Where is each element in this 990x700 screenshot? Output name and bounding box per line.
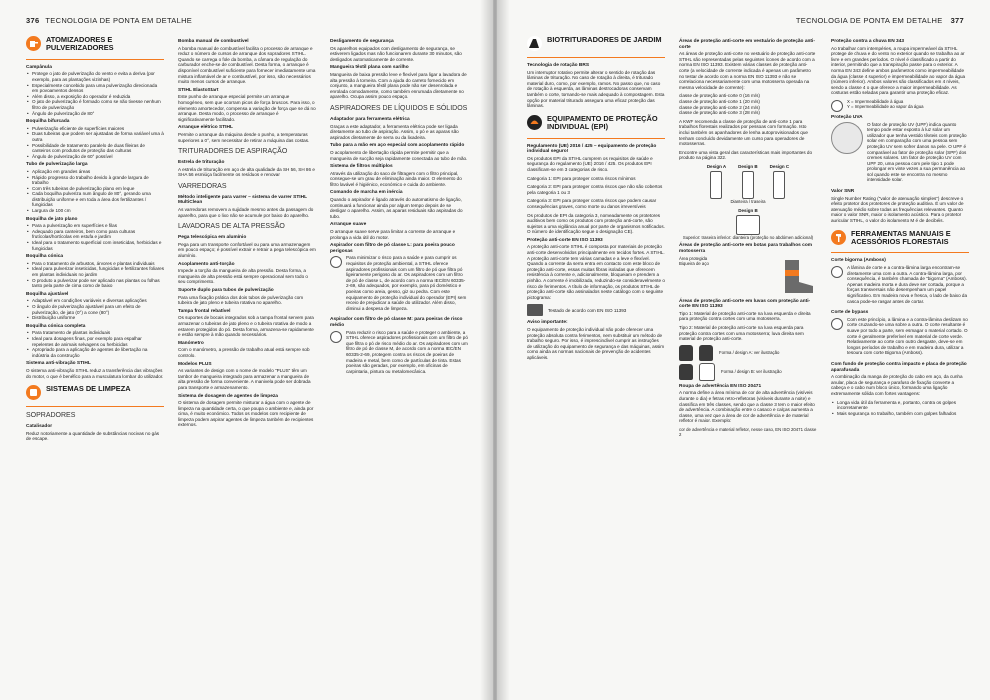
class-item: classe de proteção anti-corte 0 (16 m/s) [679,93,760,99]
list-item: • Cada boquilha pulveriza num ângulo de 80°, gerando uma distribuição uniforme e em toda a área dos fertilizantes / fungicidas [26,191,164,208]
trouser-icon [742,171,754,199]
caption: cor de advertência e material refletor, nesse caso, EN ISO 20471 classe 2 [679,426,817,438]
list-item: • Aplicação em grandes áreas [26,169,164,175]
protection-classes [679,93,817,115]
subheading: Mangueira têxtil plana com sarilho [330,65,409,71]
caption: Superior: traseira inferior: dianteira (proteção no abdómen adicional) [682,235,814,241]
subheading-jato: Boquilha de jato plano [26,216,78,222]
list-item: • Além disso, a exposição do operador é reduzida [26,94,164,100]
subheading: Modelos PLUS [178,361,212,367]
design-label: Design C [769,163,790,169]
list-item: • Pulverização eficiente de superfícies maiores [26,126,164,132]
section-heading-ferramentas [831,230,969,247]
body-text: A lâmina de corte e a contra-lâmina larga encontram-se diretamente uma com a outra. A contra-lâmina larga, por consequência, é também chamada de "bigorna" (Amboss). Apenas madeira morta e dura deve ser cortada, porque a forças transversais não desempenham um papel significativo. Em madeira nova e fresca, o lado de baixo da casca pode-se rasgar antes de cortar. [847,265,968,304]
body-text: O fator de proteção UV (UPF) indica quanto tempo pode estar exposto à luz solar um utilizador que tenha vestido têxteis com proteção solar em comparação com uma pessoa sem proteção UV sem sofrer danos na pele. O UPF é comparável ao fator de proteção solar (SPF) dos cremes solares. Um fator de proteção UV com UPF 20, uma pessoa com pele tipo 1 pode prolongar em vinte vezes a sua permanência ao sol quando este se encontra no mesmo intensidade solar. [867,121,967,183]
washer-icon [26,385,41,400]
subheading: Aspirador com filtro de pó classe M: para poeiras de risco médio [330,317,463,328]
list-tubo [26,169,164,214]
body-text: As variantes de design com o nome de modelo "PLUS" têm um tambor de mangueira integrado para armazenar a mangueira de alta pressão de forma conveniente. A manivela pode ser dobrada para transporte e armazenamento. [178,368,311,390]
legend-y: Y = Impermeabilidade ao vapor da água [847,104,924,110]
body-text: As varredoras removem a sujidade mesmo antes da passagem do aparelho, para que o lixo não se acumule por baixo do aparelho. [178,207,314,218]
caption: Forma / design B: ver ilustração [721,369,782,375]
subheading: Com fundo de proteção contra impacto e placa de proteção aparafusada [831,361,967,373]
left-column-1 [26,36,164,445]
body-text: O sistema de dosagem permite misturar a água com o agente de limpeza na quantidade certa, o que poupa o ambiente e, ainda por cima, é muito económico. Todos os modelos com recipiente de limpeza podem aspirar agentes de limpeza também de recipientes externos. [178,400,314,428]
list-item: • Mais segurança no trabalho, também com golpes falhados [831,411,969,417]
list-item: • Distribuição uniforme [26,315,164,321]
category-2: Categoria 2: EPI para proteger contra riscos que não são cobertos pela categoria 1 ou 3 [527,184,663,195]
subheading: Manómetro [178,340,204,346]
subheading: Arranque elétrico STIHL [178,125,233,131]
right-running-head [796,16,964,25]
subheading: Corte de bypass [831,310,869,316]
body-text: A KWF recomenda a classe de proteção de anti-corte 1 para trabalhos florestais realizados por pessoas com formação. Isto inclui também os apanhadores de lenha autoprovisionados que tenham concluído devidamente um curso para operadores de motosserras. [679,118,808,147]
axe-icon [831,230,846,245]
list-item: • Ideal para dosagens finas, por exemplo para espalhar repelentes de animais selvagens ou herbicidas [26,336,164,347]
list-campanula [26,71,164,116]
design-a [707,164,726,200]
subsection-title: SOPRADORES [26,412,76,420]
list-item: • Para a pulverização em superfícies e filas [26,223,164,229]
class-item: classe de proteção anti-corte 3 (28 m/s) [679,110,760,116]
bypass-cut-icon [831,318,843,330]
category-3: Categoria 3: EPI para proteger contra riscos que podem causar consequências graves, como morte ou danos irreversíveis [527,198,657,209]
design-label: Design A [706,163,727,169]
body-text: Graças a este adaptador, a ferramenta elétrica pode ser ligada diretamente ao tubo de aspiração. Assim, o pó e as aparas são aspirados diretamente de serra ou da lixadeira. [330,123,459,140]
subsection-title: TRITURADORES DE ASPIRAÇÃO [178,148,288,156]
shredder-icon [527,36,542,51]
class-item: classe de proteção anti-corte 1 (20 m/s) [679,98,760,104]
list-item: • Ideal para o tratamento superficial com inseticidas, herbicidas e fungicidas [26,240,164,251]
boot-labels [679,256,771,266]
glove-icon [679,364,693,380]
list-item: • Rápido progresso do trabalho devido à grande largura de trabalho [26,175,164,186]
orange-divider [527,57,665,58]
filter-m-block [330,330,468,378]
subheading: Sistema de filtros múltiplos [330,164,393,170]
caption: Forma / design A: ver ilustração [719,350,780,356]
subsection-title: VARREDORAS [178,182,227,190]
list-item: • O jato de pulverização é formado como se não tivesse nenhum filtro de pulverização [26,99,164,110]
subheading-tubo: Tubo de pulverização larga [26,162,88,168]
design-b-jacket [736,208,760,236]
list-item: • Longa vida útil da ferramenta e, portanto, contra os golpes incorretamente [831,400,969,411]
subheading: Regulamento (UE) 2016 / 425 – equipamento de proteção individual seguro! [527,143,657,155]
right-page-number: 377 [950,16,964,25]
list-item: • Ideal para pulverizar inseticidas, fungicidas e fertilizantes foliares em plantas individuais no jardim [26,266,164,277]
list-item: • O produto a pulverizar pode ser aplicado nas plantas ou folhas tanto pela parte de cima como de baixo [26,278,164,289]
glove-row-b [679,363,817,381]
body-text: A combinação da manga de proteção do cabo em aço, da cunha anular, placa de segurança e parafuso de fixação converte a cabeça e o cabo num bloco único, formando uma ligação extremamente sólida com fortes vantagens: [831,374,963,396]
list-fundo [831,400,969,417]
body-text: Os aparelhos equipados com desligamento de segurança, se estiverem ligados mas não funcionarem durante 30 minutos, são desligados automaticamente de corrente. [330,45,462,62]
subheading: STIHL ElastoStart [178,87,219,93]
body-text: Tipo 1: Material de proteção anti-corte na luva esquerda e direita para proteção contra cortes com uma motosserra. [679,310,811,322]
body-text: Permite o arranque da máquina desde o punho, a temperaturas superiores a 0°, sem necessitar de retirar a máquina das costas. [178,131,310,143]
body-text: Os suportes de bocais integrados sob a tampa frontal servem para armazenar o tubeiras de jato pleno e o tubeira rotativa de modo a estarem protegidos do pó. Desta forma, armazena-se rapidamente e estão sempre à mão quando necessários. [178,315,314,338]
subsection-title: LAVADORAS DE ALTA PRESSÃO [178,223,285,231]
subsection-title: ASPIRADORES DE LÍQUIDOS E SÓLIDOS [330,104,468,112]
boot-figure [679,256,817,296]
left-column-2 [178,36,316,431]
body-text: Através da utilização do saco de filtragem com o filtro principal, consegue-se um grau de eliminação ainda maior. O elemento do filtro lavável é higiénico, económico e cuida do ambiente. [330,170,462,187]
subheading: Tubo para a mão em aço especial com acoplamento rápido [330,143,465,149]
list-item: • Ângulo de pulverização de 80° [26,111,164,117]
filter-l-block [330,255,468,314]
subheading: Aspirador com filtro de pó classe L: para poeira pouco perigosas [330,243,455,254]
design-b [738,164,758,200]
body-text: Um interruptor rotativo permite alterar o sentido de rotação das lâminas de trituração. No caso de rotação à direita, é triturado material duro, como, por exemplo, ramos. No passo que, no caso de rotação à esquerda, as lâminas destrocadoras conservam também o corte, tornando-se mais adequado à compostagem. Esta opção por material triturado assegura uma eficaz proteção das lâminas. [527,69,665,109]
anvil-cut-icon [831,266,843,278]
certification-label: Testado de acordo com EN ISO 11393 [548,307,627,313]
section-heading-epi [527,115,665,132]
body-text: Reduz notoriamente a quantidade de substâncias nocivas no gás de escape. [26,430,160,442]
subheading-ajustavel: Boquilha ajustável [26,291,69,297]
section-title: BIOTRITURADORES DE JARDIM [547,35,662,44]
legend-text [847,99,969,109]
body-text: Tipo 2: Material de proteção anti-corte na luva esquerda para proteção contra cortes com uma motosserra; luva direita sem material de proteção anti-corte. [679,325,804,342]
right-running-title: TECNOLOGIA DE PONTA EM DETALHE [795,16,943,25]
left-running-title: TECNOLOGIA DE PONTA EM DETALHE [45,16,193,25]
subheading: Áreas de proteção anti-corte em vestuário de proteção anti-corte [679,39,815,50]
body-text: O equipamento de proteção individual não pode oferecer uma proteção absoluta contra ferimentos, nem substituir um método de trabalho seguro. Por isso, é imprescindível cumprir as instruções de utilização do equipamento de segurança e das máquinas, assim como ainda as normas nacionais de prevenção de acidentes aplicáveis. [527,327,665,360]
body-text: Ao trabalhar com intempéries, a roupa impermeável da STIHL protege de chuva e do vento no exterior quando se trabalha ao ar livre e em grandes períodos. O nível é classificado a partir do interior, permitindo que a transpiração passe para o exterior. A norma EN 343 define ambos parâmetros como impermeabilidade da água (classe 4 superior) e impermeabilidade ao vapor da água (número inferior). Ambos valores são classificados em 4 níveis, sendo a classe 4 o que oferece a maior impermeabilidade. As costuras estão seladas para garantir uma proteção eficaz. [831,45,966,96]
subheading: Desligamento de segurança [330,39,394,44]
subheading-conica: Boquilha cónica [26,254,64,260]
glove-icon [679,345,693,361]
subheading: Proteção anti-corte EN ISO 11393 [527,237,603,243]
section-title: SISTEMAS DE LIMPEZA [46,384,131,394]
body-text: A proteção anti-corte STIHL é composta por materiais de proteção anti-corte desenvolvidos principalmente em tecidos fortes. A STIHL. A proteção anti-corte tem várias camadas e a leve e flexível. Quando a corrente da serra entra em contacto com este bloco de proteção anti-corte, essas muitas fibras isoladas que oferecem resistência à corrente e, adicionalmente, bloqueiam e prendem a pinhão. A corrente é imobilizada, reduzindo-se consideravelmente o risco de ferimentos. A título de informação, os produtos STIHL de proteção anti-corte são assinalados neste catálogo com o seguinte pictograma: [527,244,665,300]
orange-divider [831,252,969,253]
class-item: classe de proteção anti-corte 2 (24 m/s) [679,104,760,110]
list-item: • Adequado para canteiros, bem como para culturas frutícolas/hortícolas em estufa e jardim [26,229,164,240]
subheading: Suporte duplo para tubos de pulverização [178,288,274,293]
orange-divider [26,406,164,407]
section-heading-limpeza [26,385,164,400]
label: Área protegida [679,255,708,261]
subheading-bifurcada: Boquilha bifurcada [26,119,70,125]
list-item: • Adaptável em condições variáveis e diversas aplicações [26,298,164,304]
helmet-icon [527,115,542,130]
list-bifurcada [26,126,164,160]
body-text: Para reduzir o risco para a saúde e proteger o ambiente, a STIHL oferece aspiradores profissionais com um filtro de pó que filtra o pó de risco médio do ar. Os aspiradores com um filtro de pó de classe M, de acordo com a norma IEC/EN 60335-2-69, protegem contra os riscos de poeiras de madeira e metal, bem como de partículas de tinta. Estas poeiras são geradas, por exemplo, em oficinas de carpintaria, pintura ou metalomecânica. [346,329,468,374]
list-jato [26,223,164,251]
subheading: Tecnologia de rotação BRS [527,63,590,68]
subheading: Tampa frontal rebatível [178,308,231,314]
list-item: • Largura de 100 cm [26,208,164,214]
right-column-2 [679,36,817,440]
caption: Dianteira / traseira [730,199,766,205]
list-item: • Duas tubeiras que podem ser ajustadas de forma variável uma à outra [26,131,164,142]
body-text: Single Number Rating ("valor de atenuação simples") descreve o efeito protetor dos protetores de proteção auditiva. É um valor de atenuação médio sobre todas as frequências relevantes. Quanto maior o valor SNR, maior o isolamento acústico. Para o protetor auricular STIHL, o valor do isolamento M é de decibéis. [831,195,964,224]
subheading: Pega telescópica em alumínio [178,235,247,241]
list-item: • Para tratamento de plantas individuais [26,330,164,336]
dust-class-l-icon [330,256,342,268]
jacket-design [679,208,817,236]
sprayer-icon [26,36,41,51]
body-text: Pega para um transporte confortável ou para uma armazenagem em pouco espaço; é possível extrair e retrair a pega telescópica em alumínio. [178,241,316,259]
glove-icon [699,345,713,361]
body-text: O sistema anti-vibração STIHL reduz a transferência das vibrações do motor, o que é benéfico para a musculatura lombar do utilizador. [26,367,164,379]
list-item: • Para o tratamento de arbustos, árvores e plantas individuais [26,261,164,267]
subheading: Bomba manual de combustível [178,39,249,44]
section-title: ATOMIZADORES E PULVERIZADORES [46,35,114,53]
subheading: Arranque suave [330,222,367,228]
body-text: Com o manómetro, a pressão de trabalho atual está sempre sob controlo. [178,347,310,358]
left-page-number: 376 [26,16,40,25]
glove-row-a [679,345,817,361]
subheading: Roupa de advertência EN ISO 20471 [679,383,762,389]
list-item: • O ângulo de pulverização ajustável para um efeito de pulverização, de jato (0°) a cone (80°) [26,304,164,315]
label: Biqueira de aço [679,260,709,266]
subheading: Áreas de proteção anti-corte em botas para trabalhos com motosserra [679,243,813,255]
trouser-icon [773,171,785,199]
body-text: As áreas de proteção anti-corte no vestuário de proteção anti-corte STIHL são representadas pelas seguintes ícones de acordo com a norma EN ISO 11393. Existem várias classes de proteção anti-corte (a velocidade de corrente indicada é apenas um parâmetro no testar de acordo com a norma EN ISO 11393 e não se correlaciona necessariamente com uma motosserra operada na mesma velocidade de corrente): [679,51,816,90]
subheading: Corte bigorna (Amboss) [831,258,886,264]
body-text: Impede a torção da mangueira de alta pressão. Desta forma, a mangueira de alta pressão está sempre operacional sem todo o seu comprimento. [178,268,308,285]
design-label: Design B [738,163,758,169]
body-text: Este punho de arranque especial permite um arranque homogéneo, sem que ocorram picos de força bruscos. Para isso, o elemento amortecedor, compensa a variação de força que se dá no arranque. Desta modo, o processo de arranque é significativamente facilitado. [178,94,316,122]
list-item: • Possibilidade de tratamento paralelo de duas fileiras de canteiros com produtos de proteção das culturas [26,143,164,154]
body-text: Para minimizar o risco para a saúde e para cumprir os requisitos de proteção ambiental, a STIHL oferece aspiradores profissionais com um filtro de pó que filtra pó ligeiramente perigoso do ar. Os aspiradores com um filtro de pó de classe L, de acordo com a norma IEC/EN 60335-2-69, são adequados, por exemplo, para pó doméstico e poeiras como areia, gesso, giz ou pedra. Com este equipamento de proteção individual do operador (EPI) sem receio de prejudicar a saúde do utilizador. Além disso, diminui a despesa de limpeza. [346,255,467,311]
legend-x: X = Impermeabilidade à água [847,98,904,104]
body-text: Com este princípio, a lâmina e a contra-lâmina deslizam no corte cruzando-se uma sobre a outra. O corte resultante é suave por todo a parte, sem esmagar o material cortado. O corte é geralmente preferível em material de corte verde. Relativamente ao corte com outro desgaste, deve-se em longos períodos de trabalho e em madeira dura, utilizar a tesoura com corte Bigorna (Amboss). [847,316,968,356]
anvil-block [831,265,969,307]
subheading: Estrela de trituração [178,160,225,166]
subheading: Aviso importante: [527,320,568,326]
dust-class-m-icon [330,331,342,343]
subheading: Método inteligente para varrer – sistema de varrer STIHL MultiClean [178,194,307,206]
subheading: Proteção contra a chuva EN 343 [831,39,905,44]
body-text: Os produtos EPI da STIHL cumprem os requisitos de saúde e segurança do regulamento (UE) 2016 / 425. Os produtos EPI classificam-se em 3 categorias de risco. [527,155,653,172]
subheading: Acoplamento anti-torção [178,261,235,267]
bypass-block [831,317,969,359]
subheading-catalisador: Catalisador [26,424,53,430]
list-item: • Especialmente concebido para uma pulverização direcionada em povoamentos densos [26,83,164,94]
design-c [770,164,790,200]
body-text: A bomba manual de combustível facilita o processo de arranque e reduz o número de cursos de arranque dos sopradores STIHL. Quando se carrega o fole da bomba, a câmara de regulação do carburador enche-se de combustível. Desta forma, o arranque é disponível combustível suficiente para fornecer imediatamente uma mistura inflamável de ar e combustível, por isso, são necessários muito menos cursos de arranque. [178,45,316,85]
section-title: FERRAMENTAS MANUAIS E ACESSÓRIOS FLORESTAIS [851,228,951,247]
body-text: Encontre uma vista geral das características mais importantes do produto na página 322. [679,149,813,161]
orange-divider [26,59,164,60]
subheading: Adaptador para ferramenta elétrica [330,116,410,122]
jacket-icon [736,215,760,235]
body-text: O acoplamento de libertação rápida permite permitir que a mangueira de sucção seja rapidamente conectada ao tubo de mão. [330,149,468,161]
category-1: Categoria 1: EPI para proteger contra riscos mínimos [527,175,636,181]
body-text: A estrela de trituração em aço de alta qualidade da SH 56, SH 86 e SHA 56 esmiúça facilmente os resíduos e renovar [178,166,315,178]
list-ajustavel [26,298,164,320]
list-item: • Com três tubeiras de pulverização plano em leque [26,186,164,192]
left-running-head [26,16,192,25]
subheading: Valor SNR [831,189,855,195]
body-text: O arranque suave serve para limitar a corrente de arranque e prolonga a vida útil do motor. [330,229,456,240]
boot-icon [777,256,817,296]
subheading-antivibracao: Sistema anti-vibração STIHL [26,361,91,367]
design-label: Design B [738,207,758,213]
glove-icon [699,363,715,381]
list-completa [26,330,164,358]
left-page [0,0,493,700]
list-item: • Protege o jato de pulverização do vento e evita a deriva (por exemplo, para as plantações vizinhas) [26,71,164,82]
list-conica [26,261,164,289]
section-heading-atomizadores [26,36,164,53]
right-column-3 [831,36,969,419]
chainsaw-protection-icon [527,304,543,316]
rain-legend [831,99,969,112]
uv-protection-icon [831,122,863,154]
right-page [497,0,990,700]
subheading: Proteção UVA [831,114,863,120]
subheading-completa: Boquilha cónica completa [26,323,86,329]
body-text: Quando o aspirador é ligado através do automatismo de ligação, continuará a funcionar ainda por algum tempo depois de se desligar o aparelho. Assim, as aparas residuais são aspiradas do tubo. [330,197,463,219]
left-column-3 [330,36,468,377]
body-text: Para uma fixação prática dos dois tubos de pulverização com tubeira de jato pleno e tubeira rotativa no aparelho. [178,294,304,306]
body-text: A norma define a área mínima de cor de alta advertência (visíveis durante o dia) e fetras retro-refletoras (visíveis durante a noite) e classifica em três classes, sendo que a classe 3 tem o maior efeito de advertência. A combinação entre o casaco e calças aumenta a classe, uma vez que a área de cor de advertência e de material refletor é maior. Exemplo: [679,390,815,424]
body-text: Os produtos de EPI da categoria 3, nomeadamente os protetores auditivos bem como os produtos com proteção anti-corte, são sujeitos a uma vigilância anual por parte de organismos notificados. O número de identificação segue o designação CE). [527,212,665,235]
uv-block [831,122,969,187]
list-item: • Apropriado para a aplicação de agentes de libertação na indústria da construção [26,347,164,358]
subheading: Sistema de dosagem de agentes de limpeza [178,393,278,399]
right-column-1 [527,36,665,364]
rain-protection-icon [831,100,843,112]
trouser-designs [679,164,817,200]
subheading: Áreas de proteção anti-corte em luvas com proteção anti-corte EN ISO 11393 [679,298,811,310]
orange-divider [527,138,665,139]
section-heading-biotrituradores [527,36,665,51]
trouser-icon [710,171,722,199]
subheading: Comando de marcha em inércia [330,190,403,196]
tested-certification [527,304,665,316]
list-item: • Ângulo de pulverização de 60° possível [26,154,164,160]
body-text: Mangueira de baixa pressão leve e flexível para ligar a lavadora de alta pressão à torneira. Com a ajuda do carreto fornecido em conjunto, a mangueira têxtil plana pode não ser desenrolada e enrolada comodamente, como também enrumada diretamente no aparelho. Ocupa assim pouco espaço. [330,71,467,100]
subheading-campanula: Campânula [26,64,52,70]
section-title: EQUIPAMENTO DE PROTEÇÃO INDIVIDUAL (EPI) [547,113,658,132]
